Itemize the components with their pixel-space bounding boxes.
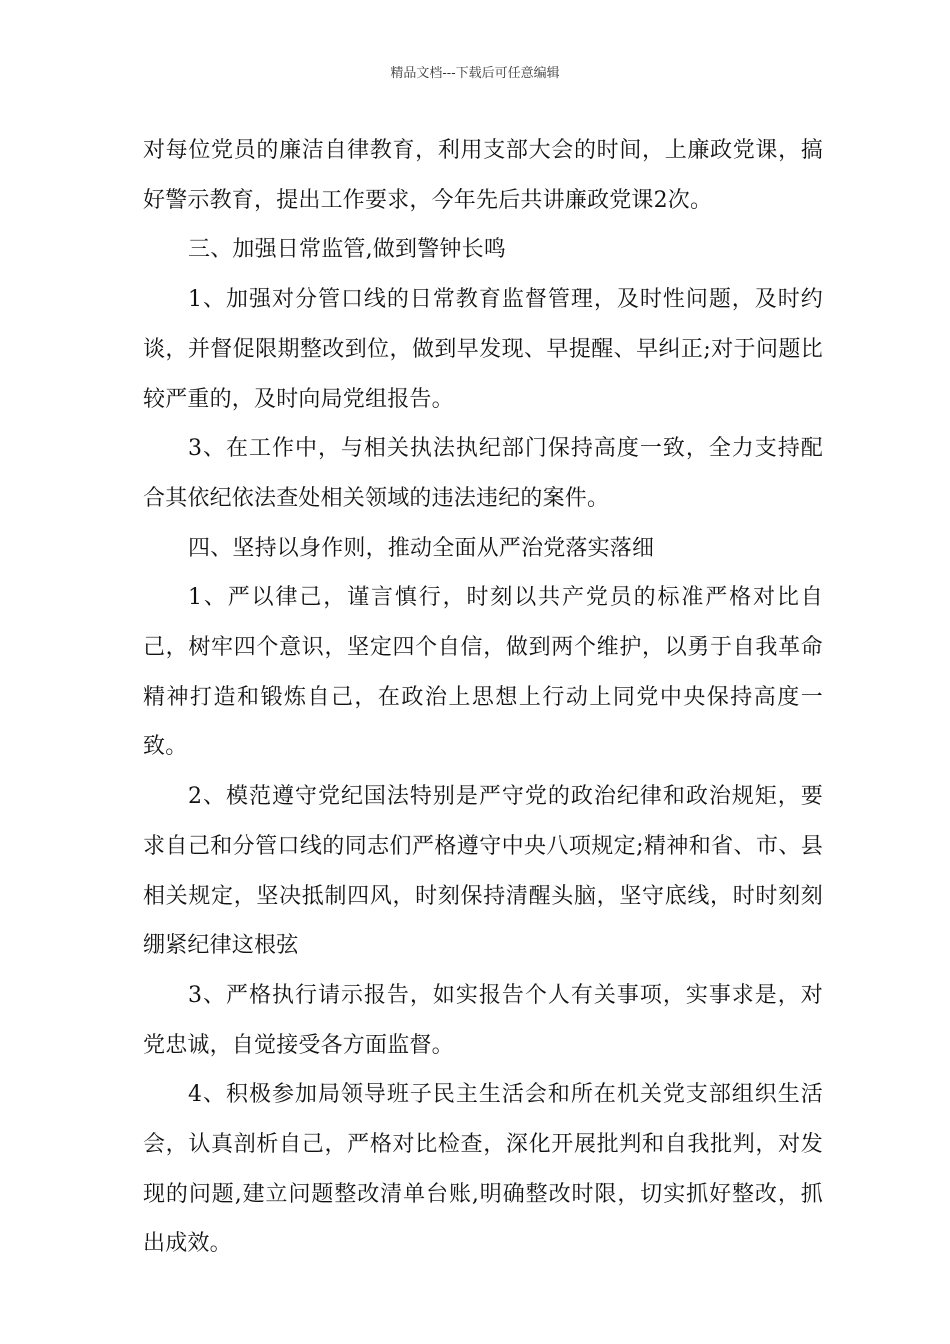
- paragraph: 1、严以律己，谨言慎行，时刻以共产党员的标准严格对比自己，树牢四个意识，坚定四个自信，做到两个维护，以勇于自我革命精神打造和锻炼自己，在政治上思想上行动上同党中央保持高度一致。: [143, 585, 823, 760]
- page-header: 精品文档---下载后可任意编辑: [390, 66, 560, 81]
- paragraph: 4、积极参加局领导班子民主生活会和所在机关党支部组织生活会，认真剖析自己，严格对比检查，深化开展批判和自我批判，对发现的问题,建立问题整改清单台账,明确整改时限，切实抓好整改，抓出成效。: [143, 1082, 823, 1257]
- document-body: [143, 126, 823, 1269]
- section-heading: 三、加强日常监管,做到警钟长鸣: [188, 237, 506, 263]
- section-heading: 四、坚持以身作则，推动全面从严治党落实落细: [188, 535, 655, 561]
- paragraph: 2、模范遵守党纪国法特别是严守党的政治纪律和政治规矩，要求自己和分管口线的同志们严格遵守中央八项规定;精神和省、市、县相关规定，坚决抵制四风，时刻保持清醒头脑，坚守底线，时时刻刻绷紧纪律这根弦: [143, 784, 823, 959]
- paragraph: 3、在工作中，与相关执法执纪部门保持高度一致，全力支持配合其依纪依法查处相关领域的违法违纪的案件。: [143, 436, 823, 511]
- paragraph: 1、加强对分管口线的日常教育监督管理，及时性问题，及时约谈，并督促限期整改到位，做到早发现、早提醒、早纠正;对于问题比较严重的，及时向局党组报告。: [143, 287, 823, 412]
- paragraph: 3、严格执行请示报告，如实报告个人有关事项，实事求是，对党忠诚，自觉接受各方面监督。: [143, 982, 823, 1058]
- paragraph: 对每位党员的廉洁自律教育，利用支部大会的时间，上廉政党课，搞好警示教育，提出工作要求，今年先后共讲廉政党课2次。: [143, 138, 823, 213]
